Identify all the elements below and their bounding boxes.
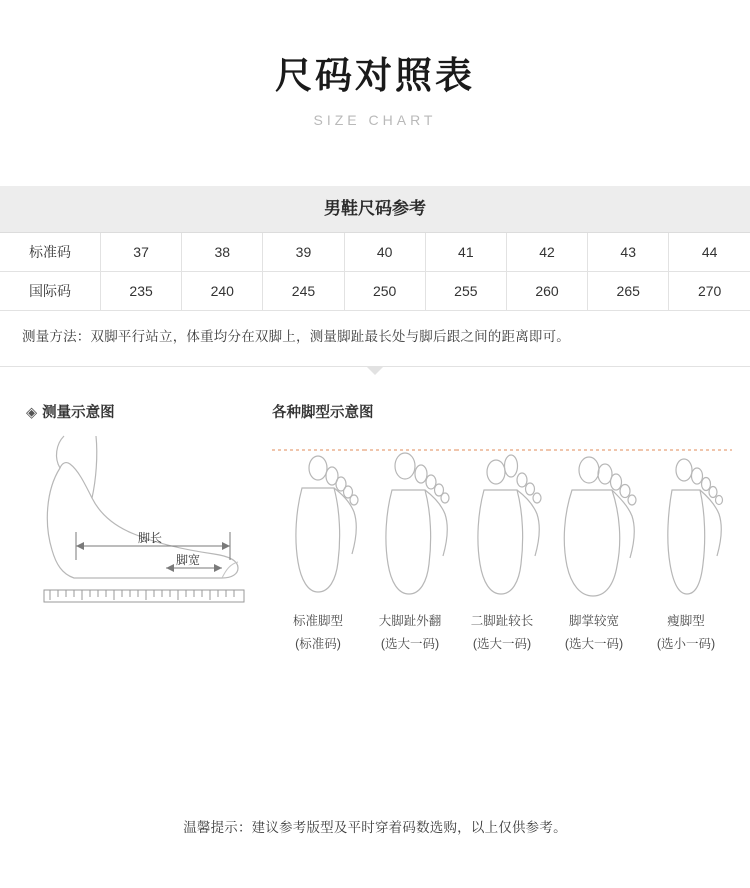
foot-type-item [640, 428, 732, 655]
cell-international-3: 250 [344, 272, 425, 311]
cell-international-1: 240 [182, 272, 263, 311]
foot-measure-diagram-icon [26, 428, 258, 628]
measure-diagram-title [26, 401, 268, 422]
row-header-standard: 标准码 [0, 233, 101, 272]
foot-type-name: 瘦脚型 [667, 613, 705, 628]
row-header-international: 国际码 [0, 272, 101, 311]
foot-type-name: 大脚趾外翻 [378, 613, 442, 628]
cell-standard-2: 39 [263, 233, 344, 272]
size-table [0, 233, 750, 311]
foot-types-block [268, 401, 750, 655]
cell-standard-6: 43 [588, 233, 669, 272]
page-subtitle: SIZE CHART [313, 112, 437, 129]
foot-type-name: 脚掌较宽 [568, 613, 619, 628]
cell-standard-7: 44 [669, 233, 750, 272]
foot-type-name: 二脚趾较长 [470, 613, 534, 628]
cell-standard-4: 41 [425, 233, 506, 272]
cell-standard-5: 42 [506, 233, 587, 272]
foot-narrow-icon [640, 428, 732, 608]
illustration-section [0, 367, 750, 655]
cell-international-2: 245 [263, 272, 344, 311]
foot-type-advice: (标准码) [295, 637, 341, 652]
cell-international-7: 270 [669, 272, 750, 311]
foot-type-name: 标准脚型 [292, 613, 343, 628]
cell-standard-0: 37 [101, 233, 182, 272]
page-title: 尺码对照表 [275, 55, 475, 96]
cell-standard-3: 40 [344, 233, 425, 272]
foot-type-item [364, 428, 456, 655]
cell-international-5: 260 [506, 272, 587, 311]
foot-type-advice: (选小一码) [656, 637, 716, 652]
foot-standard-icon [272, 428, 364, 608]
foot-long-second-toe-icon [456, 428, 548, 608]
foot-wide-icon [548, 428, 640, 608]
size-table-block [0, 186, 750, 366]
size-table-caption: 男鞋尺码参考 [0, 186, 750, 233]
section-divider [0, 366, 750, 367]
measure-diagram-title-text: 测量示意图 [42, 404, 115, 421]
foot-type-item [548, 428, 640, 655]
foot-length-label: 脚长 [138, 530, 163, 545]
page-header [0, 0, 750, 128]
foot-type-item [456, 428, 548, 655]
diamond-icon: ◈ [26, 404, 38, 421]
table-row [0, 272, 750, 311]
footer-tip: 温馨提示：建议参考版型及平时穿着码数选购，以上仅供参考。 [183, 820, 567, 835]
cell-international-4: 255 [425, 272, 506, 311]
measure-diagram-block [0, 401, 268, 655]
measure-note: 测量方法：双脚平行站立，体重均分在双脚上，测量脚趾最长处与脚后跟之间的距离即可。 [22, 329, 570, 345]
foot-type-advice: (选大一码) [564, 637, 624, 652]
foot-type-advice: (选大一码) [380, 637, 440, 652]
cell-standard-1: 38 [182, 233, 263, 272]
table-row [0, 233, 750, 272]
cell-international-6: 265 [588, 272, 669, 311]
foot-type-advice: (选大一码) [472, 637, 532, 652]
foot-width-label: 脚宽 [176, 552, 201, 567]
foot-types-row [272, 428, 750, 655]
foot-type-item [272, 428, 364, 655]
foot-bunion-icon [364, 428, 456, 608]
foot-types-title: 各种脚型示意图 [272, 404, 374, 421]
cell-international-0: 235 [101, 272, 182, 311]
